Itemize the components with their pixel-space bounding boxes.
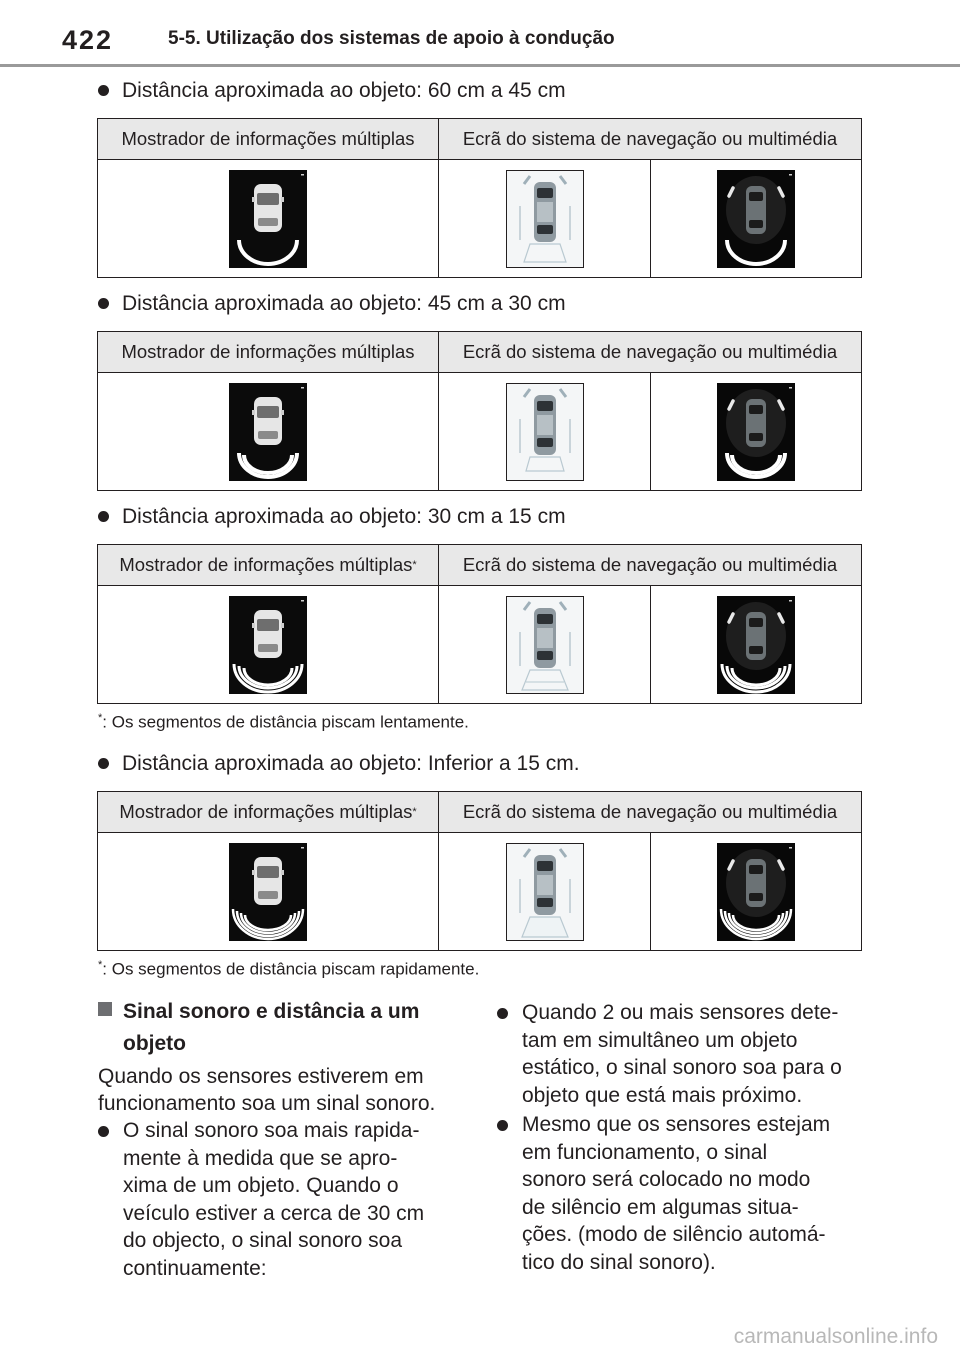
header-rule: [0, 64, 960, 67]
header-multi-info: Mostrador de informações múltiplas *: [98, 545, 439, 585]
nav-display-image-b: [717, 383, 795, 481]
header-multi-info: Mostrador de informações múltiplas: [98, 119, 439, 159]
table-image-row: [98, 833, 861, 950]
footnote-fast-blink: *: Os segmentos de distância piscam rapidamente.: [98, 959, 480, 979]
header-nav-display: Ecrã do sistema de navegação ou multimédia: [462, 128, 838, 149]
page-number: 422: [62, 25, 114, 55]
sound-intro: Quando os sensores estiverem em funcionamento soa um sinal sonoro.: [98, 1065, 436, 1115]
table-header-row: [98, 792, 861, 833]
table-image-row: [98, 586, 861, 703]
bullet-icon: [98, 511, 109, 522]
table-header-row: [98, 332, 861, 373]
mid-display-image: [229, 383, 307, 481]
display-table-3: [97, 544, 862, 704]
distance-bullet-1: Distância aproximada ao objeto: 60 cm a 45 cm: [98, 78, 566, 104]
nav-display-image-b: [717, 170, 795, 268]
bullet-icon: [98, 298, 109, 309]
mid-display-image: [229, 843, 307, 941]
header-nav-display: Ecrã do sistema de navegação ou multimédia: [462, 801, 838, 822]
mid-display-image: [229, 170, 307, 268]
bullet-icon: [98, 85, 109, 96]
table-image-row: [98, 373, 861, 490]
table-header-row: [98, 545, 861, 586]
display-table-4: [97, 791, 862, 951]
bullet-icon: [98, 1126, 109, 1137]
bullet-icon: [497, 1008, 508, 1019]
mid-display-image: [229, 596, 307, 694]
table-header-row: [98, 119, 861, 160]
nav-display-image-a: [506, 596, 584, 694]
footnote-slow-blink: *: Os segmentos de distância piscam lentamente.: [98, 712, 469, 732]
nav-display-image-a: [506, 843, 584, 941]
distance-bullet-2: Distância aproximada ao objeto: 45 cm a 30 cm: [98, 291, 566, 317]
nav-display-image-a: [506, 170, 584, 268]
display-table-2: [97, 331, 862, 491]
table-image-row: [98, 160, 861, 277]
square-bullet-icon: [98, 1002, 112, 1016]
display-table-1: [97, 118, 862, 278]
header-multi-info: Mostrador de informações múltiplas *: [98, 792, 439, 832]
bullet-icon: [98, 758, 109, 769]
asterisk: *: [412, 806, 417, 818]
header-nav-display: Ecrã do sistema de navegação ou multimédia: [462, 554, 838, 575]
sound-heading: Sinal sonoro e distância a um objeto: [98, 996, 458, 1060]
section-title: 5-5. Utilização dos sistemas de apoio à condução: [168, 28, 615, 49]
header-nav-display: Ecrã do sistema de navegação ou multimédia: [462, 341, 838, 362]
distance-bullet-4: Distância aproximada ao objeto: Inferior a 15 cm.: [98, 751, 580, 777]
header-multi-info: Mostrador de informações múltiplas: [98, 332, 439, 372]
bullet-icon: [497, 1120, 508, 1131]
nav-display-image-b: [717, 843, 795, 941]
distance-bullet-3: Distância aproximada ao objeto: 30 cm a 15 cm: [98, 504, 566, 530]
asterisk: *: [412, 559, 417, 571]
page-header: [0, 0, 960, 66]
watermark: carmanualsonline.info: [733, 1325, 938, 1348]
nav-display-image-a: [506, 383, 584, 481]
nav-display-image-b: [717, 596, 795, 694]
